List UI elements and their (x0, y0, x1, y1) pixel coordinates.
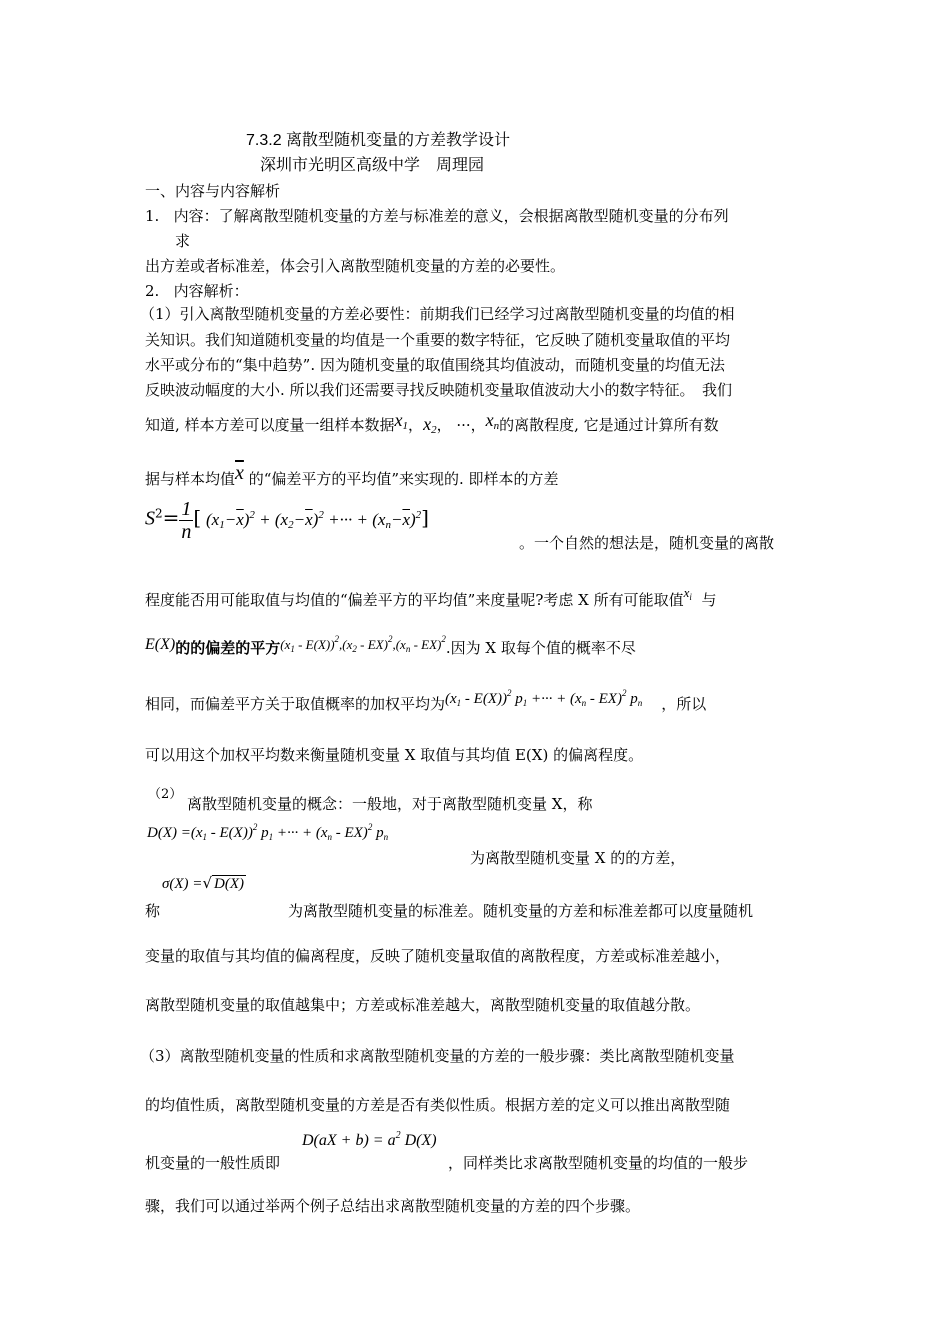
sample-mean-symbol: $\overline{x}$ (235, 462, 244, 484)
section-heading: 一、内容与内容解析 (145, 182, 281, 200)
p1-line8 (145, 585, 716, 610)
p1-line10-text-b: ，所以 (661, 695, 707, 713)
sample-variance-formula: $S^2=$ $\frac{1}{n}$ [ $(x_1-\overline{x})^2 + (x_2-\overline{x})^2$ +··· + $(x_n-\overline{x})^2$] (145, 498, 429, 543)
p1-line3: 水平或分布的“集中趋势”. 因为随机变量的取值围绕其均值波动，而随机变量的均值无法 (145, 356, 725, 374)
p2-line4: 变量的取值与其均值的偏离程度，反映了随机变量取值的离散程度，方差或标准差越小， (145, 947, 731, 965)
author-line: 深圳市光明区高级中学 周理园 (260, 157, 485, 174)
p3-line3-text-b: ，同样类比求离散型随机变量的均值的一般步 (448, 1154, 749, 1172)
item1-line1: 1. 内容：了解离散型随机变量的方差与标准差的意义，会根据离散型随机变量的分布列 (145, 207, 729, 225)
p1-line5-text-b: 的离散程度, 它是通过计算所有数 (499, 416, 719, 434)
p1-line10 (145, 688, 706, 714)
p1-line9: E(X)的的偏差的平方$(x_1 - E(X))^2,(x_2 - EX)^2,(x_n - EX)^2$.因为 X 取每个值的概率不尽 (145, 634, 636, 657)
item2-line: 2. 内容解析： (145, 282, 249, 300)
p1-line7: 。一个自然的想法是，随机变量的离散 (519, 534, 775, 552)
p1-line10-text-a: 相同，而偏差平方关于取值概率的加权平均为 (145, 695, 446, 713)
deviation-squares: $(x_1 - E(X))^2,(x_2 - EX)^2,(x_n - EX)^2$ (280, 634, 446, 654)
p1-line6-text-b: 的“偏差平方的平均值”来实现的. 即样本的方差 (248, 470, 559, 488)
p3-line1: （3）离散型随机变量的性质和求离散型随机变量的方差的一般步骤：类比离散型随机变量 (140, 1047, 735, 1065)
page-title: 7.3.2 离散型随机变量的方差教学设计 (246, 132, 511, 149)
sample-xn: $x_n$ (485, 410, 500, 432)
p1-line4: 反映波动幅度的大小. 所以我们还需要寻找反映随机变量取值波动大小的数字特征。 我们 (145, 381, 733, 399)
p1-line5: 知道, 样本方差可以度量一组样本数据$x_1$，$x_2$， ···，$x_n$的离散程度, 它是通过计算所有数 (145, 410, 719, 436)
p2-label: （2） (148, 787, 183, 802)
std-dev-formula: σ(X) =√ D(X) (162, 874, 244, 892)
p2-line3 (145, 900, 753, 921)
p1-line9-text-a: 的的偏差的平方 (175, 639, 281, 657)
sample-data-formula: $x_1$ (394, 410, 409, 432)
p2-line2: 为离散型随机变量 X 的的方差， (470, 849, 686, 867)
p2-line1: 离散型随机变量的概念：一般地，对于离散型随机变量 X，称 (187, 795, 593, 813)
p3-line3 (145, 1152, 748, 1173)
p1-line11: 可以用这个加权平均数来衡量随机变量 X 取值与其均值 E(X) 的偏离程度。 (145, 746, 644, 764)
p1-line9-text-b: .因为 X 取每个值的概率不尽 (445, 639, 636, 657)
p3-line3-text-a: 机变量的一般性质即 (145, 1154, 281, 1172)
p1-line6 (145, 462, 559, 489)
p2-line3-text-a: 称 (145, 902, 161, 920)
p2-line3-text-b: 为离散型随机变量的标准差。随机变量的方差和标准差都可以度量随机 (288, 902, 754, 920)
p1-line5-text-a: 知道, 样本方差可以度量一组样本数据 (145, 416, 395, 434)
p1-line2: 关知识。我们知道随机变量的均值是一个重要的数字特征，它反映了随机变量取值的平均 (145, 331, 731, 349)
p3-line4: 骤，我们可以通过举两个例子总结出求离散型随机变量的方差的四个步骤。 (145, 1197, 641, 1215)
p1-line6-text-a: 据与样本均值 (145, 470, 236, 488)
ex-symbol: E (145, 636, 155, 653)
item1-line2: 求 (175, 232, 191, 250)
p1-line8-text-b: 与 (701, 591, 717, 609)
p1-line1: （1）引入离散型随机变量的方差必要性：前期我们已经学习过离散型随机变量的均值的相 (140, 305, 735, 323)
sample-x2: $x_2$ (423, 414, 437, 436)
p2-line5: 离散型随机变量的取值越集中；方差或标准差越大，离散型随机变量的取值越分散。 (145, 996, 701, 1014)
variance-definition-formula: $D(X) =(x_1 - E(X))^2$ $p_1$ +··· + $(x_n - EX)^2$ $p_n$ (147, 822, 389, 842)
weighted-average-formula: $(x_1 - E(X))^2$ $p_1$ +··· + $(x_n - EX)^2$ $p_n$ (445, 688, 643, 708)
linear-property-formula: $D(aX + b) = a^2$ D(X) (302, 1130, 437, 1149)
p1-line8-text-a: 程度能否用可能取值与均值的“偏差平方的平均值”来度量呢?考虑 X 所有可能取值 (145, 591, 684, 609)
item1-line3: 出方差或者标准差，体会引入离散型随机变量的方差的必要性。 (145, 257, 566, 275)
xi-symbol: $x_i$ (683, 585, 692, 602)
p3-line2: 的均值性质，离散型随机变量的方差是否有类似性质。根据方差的定义可以推出离散型随 (145, 1096, 731, 1114)
